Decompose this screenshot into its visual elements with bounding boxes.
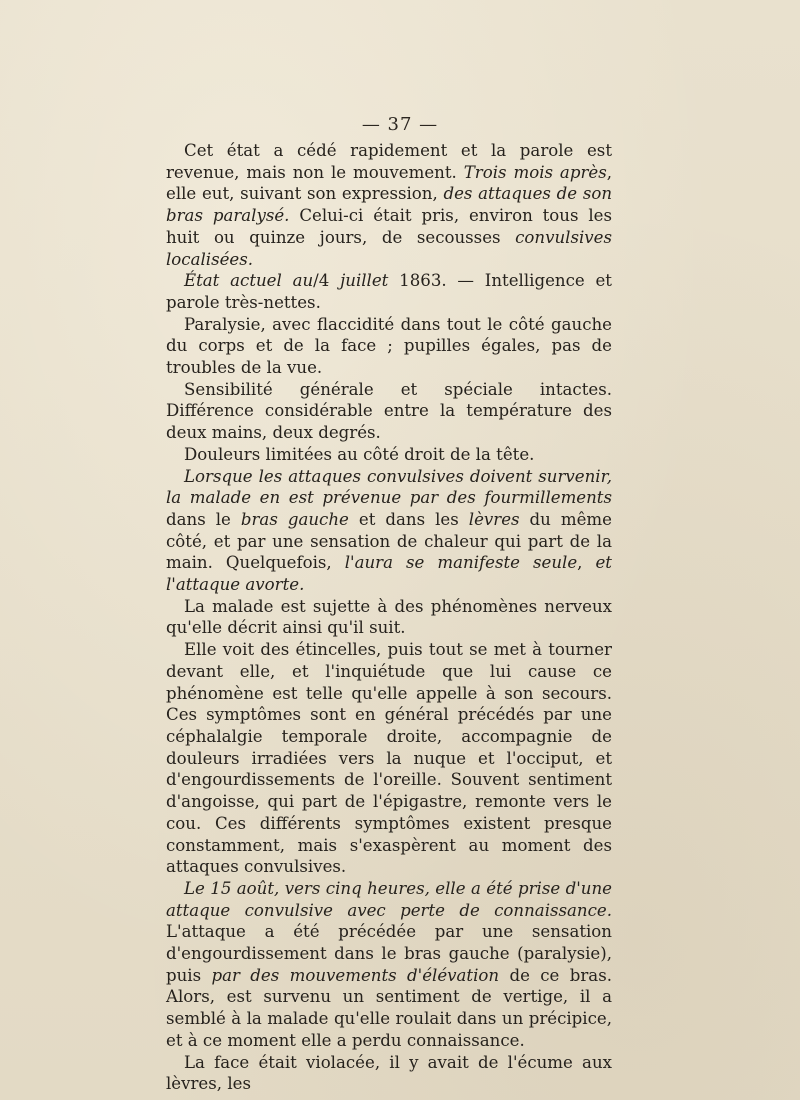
italic-text: bras gauche xyxy=(240,509,349,529)
paragraph xyxy=(166,878,612,1052)
italic-text: juillet xyxy=(340,271,389,291)
text-run: Douleurs limitées au côté droit de la tête. xyxy=(184,444,535,464)
text-run: /4 xyxy=(313,271,341,291)
text-run: La face était violacée, il y avait de l'écume aux lèvres, les xyxy=(166,1052,612,1094)
paragraph xyxy=(166,444,612,466)
body-text xyxy=(166,140,612,1095)
page-number: — 37 — xyxy=(361,114,439,135)
text-run: de ce bras. Alors, est survenu un sentiment de vertige, il a semblé à la malade qu'elle roulait dans un précipice, et à ce moment elle a perdu connaissance. xyxy=(166,965,612,1050)
italic-text: par des mouvements d'élévation xyxy=(211,965,500,985)
text-run: , elle eut, suivant son expression, xyxy=(166,162,612,204)
text-run: La malade est sujette à des phénomènes nerveux qu'elle décrit ainsi qu'il suit. xyxy=(166,596,612,638)
text-run: L'attaque a été précédée par une sensation d'engourdissement dans le bras gauche (paralysie), puis xyxy=(166,922,612,985)
italic-text: Trois mois après xyxy=(463,162,607,182)
italic-text: Le 15 août, vers cinq heures, elle a été prise d'une attaque convulsive avec perte de connaissance. xyxy=(166,878,612,920)
italic-text: Lorsque les attaques convulsives doivent survenir, la malade en est prévenue par des fourmillements xyxy=(166,466,612,508)
paragraph xyxy=(166,466,612,596)
text-run: du même côté, et par une sensation de chaleur qui part de la main. Quelquefois, xyxy=(166,509,612,573)
text-run: Cet état a cédé rapidement et la parole est revenue, mais non le mouvement. xyxy=(166,141,612,182)
text-run: Elle voit des étincelles, puis tout se met à tourner devant elle, et l'inquiétude que lui cause ce phénomène est telle qu'elle appelle à son secours. Ces symptômes sont en général précédés par une céphalalgie temporale droite, accompagnie de douleurs irradiées vers la nuque et l'occiput, et d'engourdissements de l'oreille. Souvent sentiment d'angoisse, qui part de l'épigastre, remonte vers le cou. Ces différents symptômes existent presque constamment, mais s'exaspèrent au moment des attaques convulsives. xyxy=(166,640,612,877)
paragraph xyxy=(166,270,612,313)
text-run: dans le xyxy=(166,509,241,529)
italic-text: convulsives localisées. xyxy=(166,227,612,269)
italic-text: lèvres xyxy=(468,509,520,529)
text-run: 1863. — Intelligence et parole très-nettes. xyxy=(166,271,612,312)
text-run: Celui-ci était pris, environ tous les huit ou quinze jours, de secousses xyxy=(166,206,612,247)
italic-text: l'aura se manifeste seule xyxy=(344,553,578,573)
paragraph xyxy=(166,314,612,379)
italic-text: et l'attaque avorte. xyxy=(166,553,612,595)
paragraph xyxy=(166,379,612,444)
paragraph xyxy=(166,639,612,878)
text-run: et dans les xyxy=(348,509,469,529)
italic-text: État actuel au xyxy=(184,271,314,291)
paragraph xyxy=(166,1052,612,1095)
text-run: Paralysie, avec flaccidité dans tout le côté gauche du corps et de la face ; pupilles égales, pas de troubles de la vue. xyxy=(166,314,612,378)
italic-text: des attaques de son bras paralysé. xyxy=(166,184,613,226)
text-run: Sensibilité générale et spéciale intactes. Différence considérable entre la température des deux mains, deux degrés. xyxy=(166,379,612,443)
paragraph xyxy=(166,140,612,270)
paragraph xyxy=(166,596,612,639)
text-run: , xyxy=(577,553,596,573)
